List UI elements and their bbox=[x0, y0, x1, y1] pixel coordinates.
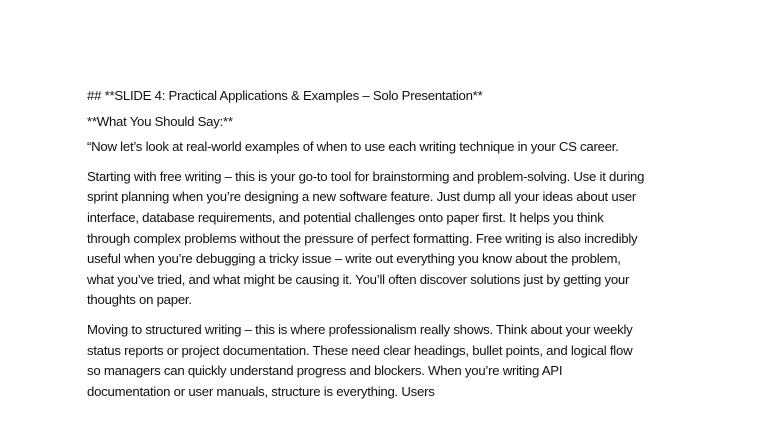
paragraph-free-writing: Starting with free writing – this is your go-to tool for brainstorming and problem-solving. Use it during sprint planning when you’re designing a new software feature. Just dump all your ideas about user interface, database requirements, and potential challenges onto paper first. It helps you think through complex problems without the pressure of perfect formatting. Free writing is also incredibly useful when you’re debugging a tricky issue – write out everything you know about the problem, what you’ve tried, and what might be causing it. You’ll often discover solutions just by getting your thoughts on paper. bbox=[87, 168, 645, 308]
paragraph-intro: “Now let’s look at real-world examples of when to use each writing technique in your CS career. bbox=[87, 139, 619, 155]
slide-subheading: **What You Should Say:** bbox=[87, 113, 233, 129]
slide-heading: ## **SLIDE 4: Practical Applications & Examples – Solo Presentation** bbox=[87, 88, 483, 103]
paragraph-structured-writing: Moving to structured writing – this is where professionalism really shows. Think about your weekly status reports or project documentation. These need clear headings, bullet points, and logical flow so managers can quickly understand progress and blockers. When you’re writing API documentation or user manuals, structure is everything. Users bbox=[87, 321, 633, 399]
document-body bbox=[87, 86, 647, 402]
